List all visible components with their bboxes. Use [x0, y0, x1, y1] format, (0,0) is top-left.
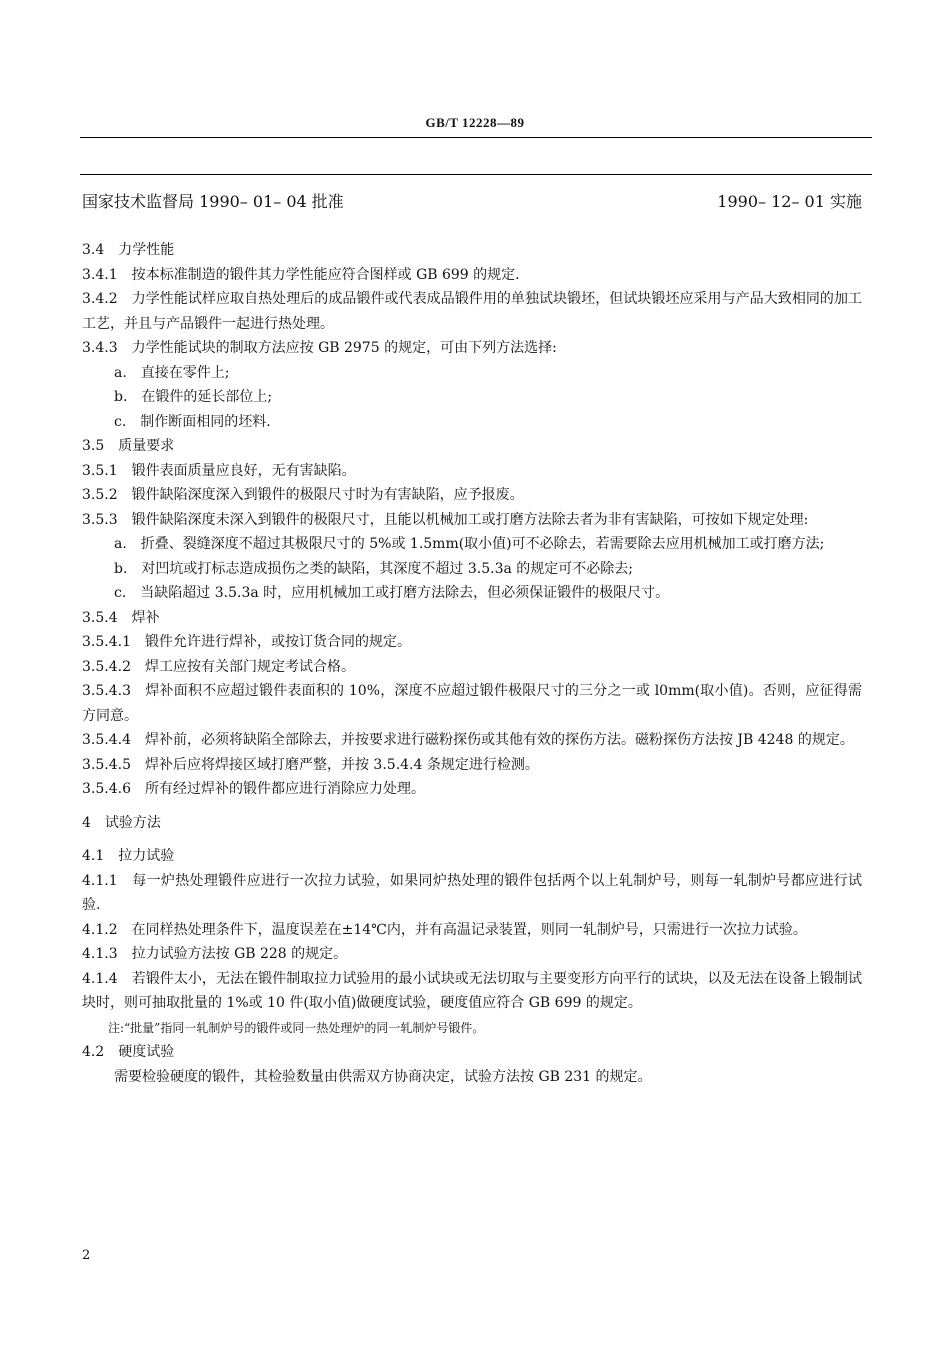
clause: 3.4.1 按本标准制造的锻件其力学性能应符合图样或 GB 699 的规定.: [82, 266, 520, 283]
list-item: c. 当缺陷超过 3.5.3a 时，应用机械加工或打磨方法除去，但必须保证锻件的极限尺寸。: [114, 585, 670, 601]
list-item: b. 对凹坑或打标志造成损伤之类的缺陷，其深度不超过 3.5.3a 的规定可不必除去;: [114, 560, 633, 577]
clause: 3.5.4.2 焊工应按有关部门规定考试合格。: [82, 658, 355, 675]
page-number: 2: [82, 1248, 91, 1263]
section-heading: 4.2 硬度试验: [82, 1044, 175, 1060]
section-heading: 3.5 质量要求: [82, 438, 175, 454]
clause: 3.4.3 力学性能试块的制取方法应按 GB 2975 的规定，可由下列方法选择:: [82, 340, 557, 356]
section-heading: 3.5.4 焊补: [82, 609, 160, 626]
section-heading: 3.4 力学性能: [82, 242, 175, 258]
clause: 4.1.4 若锻件太小，无法在锻件制取拉力试验用的最小试块或无法切取与主要变形方向平行的试块，以及无法在设备上锻制试块时，则可抽取批量的 1%或 10 件(取小值)做硬度试验，硬度值应符合 GB 699 的规定。: [82, 970, 862, 1011]
clause: 3.5.4.4 焊补前，必须将缺陷全部除去，并按要求进行磁粉探伤或其他有效的探伤方法。磁粉探伤方法按 JB 4248 的规定。: [82, 732, 854, 748]
approval-date: 国家技术监督局 1990– 01– 04 批准: [82, 191, 344, 211]
header-rule: [80, 137, 872, 138]
clause: 3.5.4.1 锻件允许进行焊补，或按订货合同的规定。: [82, 634, 411, 650]
clause: 4.1.3 拉力试验方法按 GB 228 的规定。: [82, 946, 348, 962]
section-heading: 4.1 拉力试验: [82, 848, 175, 864]
list-item: a. 直接在零件上;: [114, 364, 230, 381]
list-item: c. 制作断面相同的坯料.: [114, 413, 271, 430]
clause: 3.5.4.3 焊补面积不应超过锻件表面积的 10%，深度不应超过锻件极限尺寸的三分之一或 l0mm(取小值)。否则，应征得需方同意。: [82, 683, 862, 724]
clause: 3.5.4.5 焊补后应将焊接区域打磨严整，并按 3.5.4.4 条规定进行检测。: [82, 756, 539, 773]
standard-code: GB/T 12228—89: [425, 115, 525, 130]
note: 注:“批量”指同一轧制炉号的锻件或同一热处理炉的同一轧制炉号锻件。: [108, 1020, 485, 1035]
list-item: b. 在锻件的延长部位上;: [114, 389, 273, 405]
approval-row: [82, 188, 862, 212]
implementation-date: 1990– 12– 01 实施: [717, 191, 862, 211]
clause: 3.5.3 锻件缺陷深度未深入到锻件的极限尺寸，且能以机械加工或打磨方法除去者为非有害缺陷，可按如下规定处理:: [82, 511, 809, 528]
chapter-heading: 4 试验方法: [82, 814, 161, 831]
approval-rule: [80, 174, 872, 175]
clause: 3.5.2 锻件缺陷深度深入到锻件的极限尺寸时为有害缺陷，应予报废。: [82, 487, 524, 503]
clause: 需要检验硬度的锻件，其检验数量由供需双方协商决定，试验方法按 GB 231 的规定。: [114, 1068, 652, 1085]
clause: 3.5.1 锻件表面质量应良好，无有害缺陷。: [82, 462, 356, 479]
clause: 3.5.4.6 所有经过焊补的锻件都应进行消除应力处理。: [82, 781, 425, 797]
clause: 4.1.1 每一炉热处理锻件应进行一次拉力试验，如果同炉热处理的锻件包括两个以上轧制炉号，则每一轧制炉号都应进行试验.: [82, 872, 862, 913]
list-item: a. 折叠、裂缝深度不超过其极限尺寸的 5%或 1.5mm(取小值)可不必除去，若需要除去应用机械加工或打磨方法;: [114, 536, 825, 552]
clause: 3.4.2 力学性能试样应取自热处理后的成品锻件或代表成品锻件用的单独试块锻坯，但试块锻坯应采用与产品大致相同的加工工艺，并且与产品锻件一起进行热处理。: [82, 291, 862, 332]
document-body: [82, 238, 862, 1089]
clause: 4.1.2 在同样热处理条件下，温度误差在±14℃内，并有高温记录装置，则同一轧制炉号，只需进行一次拉力试验。: [82, 921, 807, 938]
